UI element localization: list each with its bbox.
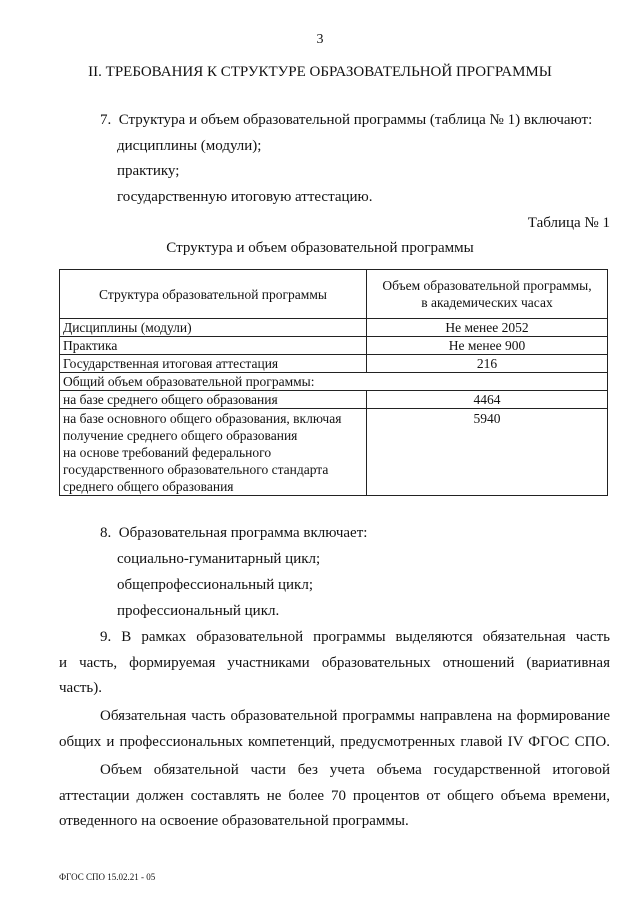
row-label-line: на основе требований федерального bbox=[63, 445, 272, 460]
table-row-total bbox=[60, 373, 608, 391]
volume-line: Объем обязательной части без учета объема государственной итоговой bbox=[100, 762, 610, 778]
item8-list-item: общепрофессиональный цикл; bbox=[117, 577, 313, 593]
header-volume bbox=[367, 270, 608, 319]
row-label: Практика bbox=[60, 337, 367, 355]
table-title: Структура и объем образовательной программы bbox=[166, 240, 474, 256]
section-heading: II. ТРЕБОВАНИЯ К СТРУКТУРЕ ОБРАЗОВАТЕЛЬНОЙ ПРОГРАММЫ bbox=[88, 64, 552, 80]
row-label-line: среднего общего образования bbox=[63, 479, 234, 494]
item7-intro: 7. Структура и объем образовательной программы (таблица № 1) включают: bbox=[100, 112, 593, 128]
row-label: Государственная итоговая аттестация bbox=[60, 355, 367, 373]
total-label: Общий объем образовательной программы: bbox=[60, 373, 608, 391]
row-label-multiline bbox=[60, 409, 367, 496]
header-structure: Структура образовательной программы bbox=[60, 270, 367, 319]
row-value: Не менее 900 bbox=[367, 337, 608, 355]
page-number: 3 bbox=[316, 32, 324, 47]
table-row bbox=[60, 409, 608, 496]
header-volume-line: Объем образовательной программы, bbox=[382, 278, 592, 293]
item7-list-item: государственную итоговую аттестацию. bbox=[117, 189, 373, 205]
volume-line: аттестации должен составлять не более 70 процентов от общего объема времени, bbox=[59, 788, 610, 804]
item9-line: 9. В рамках образовательной программы выделяются обязательная часть bbox=[100, 629, 610, 645]
table-row bbox=[60, 391, 608, 409]
row-value: 216 bbox=[367, 355, 608, 373]
item8-intro: 8. Образовательная программа включает: bbox=[100, 525, 368, 541]
row-label: на базе среднего общего образования bbox=[60, 391, 367, 409]
mandatory-part-line: Обязательная часть образовательной программы направлена на формирование bbox=[100, 708, 610, 724]
table-label: Таблица № 1 bbox=[527, 215, 610, 231]
footer-code: ФГОС СПО 15.02.21 - 05 bbox=[59, 872, 156, 882]
row-value: Не менее 2052 bbox=[367, 319, 608, 337]
header-volume-line: в академических часах bbox=[421, 295, 553, 310]
row-label-line: получение среднего общего образования bbox=[63, 428, 298, 443]
row-label-line: государственного образовательного стандарта bbox=[63, 462, 329, 477]
item7-list-item: дисциплины (модули); bbox=[117, 138, 262, 154]
row-value: 5940 bbox=[367, 409, 608, 496]
structure-table bbox=[59, 269, 608, 496]
row-label-line: на базе основного общего образования, включая bbox=[63, 411, 342, 426]
item7-list-item: практику; bbox=[117, 163, 180, 179]
mandatory-part-line: общих и профессиональных компетенций, предусмотренных главой IV ФГОС СПО. bbox=[59, 734, 610, 750]
item9-line: часть). bbox=[59, 680, 103, 696]
table-row bbox=[60, 319, 608, 337]
item8-list-item: социально-гуманитарный цикл; bbox=[117, 551, 321, 567]
table-row bbox=[60, 355, 608, 373]
item9-line: и часть, формируемая участниками образовательных отношений (вариативная bbox=[59, 655, 610, 671]
row-label: Дисциплины (модули) bbox=[60, 319, 367, 337]
table-header-row bbox=[60, 270, 608, 319]
volume-line: отведенного на освоение образовательной программы. bbox=[59, 813, 409, 829]
item8-list-item: профессиональный цикл. bbox=[117, 603, 280, 619]
row-value: 4464 bbox=[367, 391, 608, 409]
table-row bbox=[60, 337, 608, 355]
